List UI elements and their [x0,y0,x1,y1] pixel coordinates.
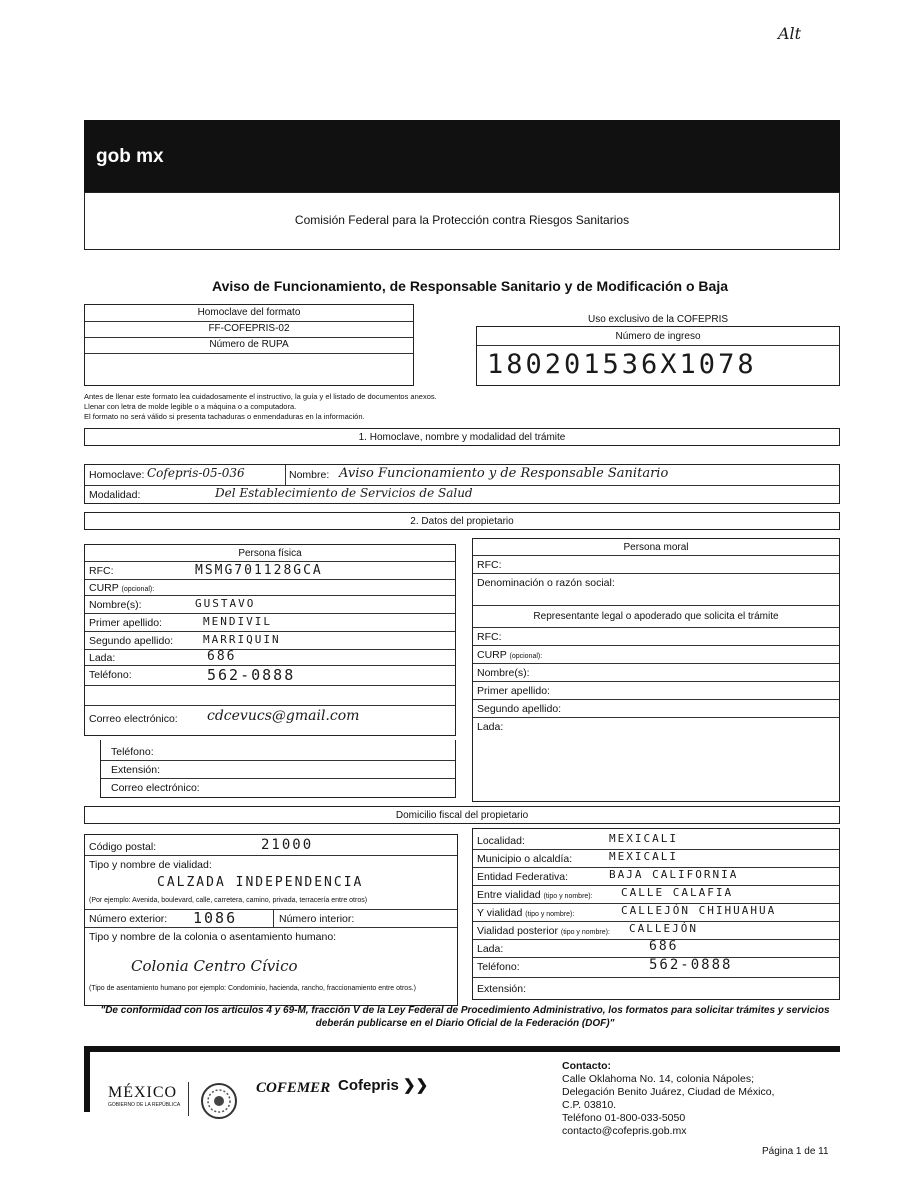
contact-line: Calle Oklahoma No. 14, colonia Nápoles; [562,1073,755,1085]
dom-tel-value: 562-0888 [649,957,733,973]
contact-line: Teléfono 01-800-033-5050 [562,1112,686,1124]
fisica-email2-label: Correo electrónico: [111,782,200,794]
instruction-line: Llenar con letra de molde legible o a máquina o a computadora. [84,402,297,411]
rep-ap2-label: Segundo apellido: [477,703,562,715]
ingreso-box [476,326,840,386]
fisica-ap1-label: Primer apellido: [89,617,162,629]
contact-line: Delegación Benito Juárez, Ciudad de México, [562,1086,775,1098]
contact-title: Contacto: [562,1060,611,1072]
page-number: Página 1 de 11 [762,1146,829,1157]
colonia-label: Tipo y nombre de la colonia o asentamiento humano: [89,931,337,943]
moral-razon-label: Denominación o razón social: [477,577,615,589]
moral-rfc-label: RFC: [477,559,502,571]
nombre-value: Aviso Funcionamiento y de Responsable Sanitario [339,466,669,481]
gobierno-text: GOBIERNO DE LA REPÚBLICA [108,1102,181,1108]
moral-title: Persona moral [623,542,689,553]
cofepris-logo [338,1076,428,1094]
section1-title: 1. Homoclave, nombre y modalidad del trámite [358,432,566,443]
fisica-ext-label: Extensión: [111,764,161,776]
homoclave-value: Cofepris-05-036 [147,466,245,480]
homoclave-format-code: FF-COFEPRIS-02 [208,323,290,334]
chevrons-icon: ❯❯ [403,1077,429,1094]
localidad-value: MEXICALI [609,832,678,845]
fisica-lada-label: Lada: [89,652,116,664]
num-int-label: Número interior: [279,913,355,925]
cofepris-exclusive-label: Uso exclusivo de la COFEPRIS [587,314,729,325]
fisica-title: Persona física [238,548,302,559]
contact-line: C.P. 03810. [562,1099,617,1111]
fisica-nombres-label: Nombre(s): [89,599,142,611]
dom-lada-value: 686 [649,939,679,954]
post-label: Vialidad posterior (tipo y nombre): [477,925,610,937]
domicilio-left [84,834,458,1006]
contact-email[interactable]: contacto@cofepris.gob.mx [562,1125,687,1137]
fisica-contact-extra [100,740,456,798]
section1-header [84,428,840,446]
y-label: Y vialidad (tipo y nombre): [477,907,575,919]
instruction-line: El formato no será válido si presenta tachaduras o enmendaduras en la información. [84,412,365,421]
fisica-rfc-label: RFC: [89,565,114,577]
persona-moral-box [472,538,840,802]
rupa-label: Número de RUPA [209,339,289,350]
fisica-rfc-value: MSMG701128GCA [195,563,323,578]
rep-nombres-label: Nombre(s): [477,667,530,679]
fisica-email-value: cdcevucs@gmail.com [207,708,360,724]
footer-side-bar [84,1052,90,1112]
homoclave-format-box [84,304,414,386]
legal-note: "De conformidad con los artículos 4 y 69-M, fracción V de la Ley Federal de Procedimiento Administrativo, los formatos para solicitar trámites y servicios deberán publicarse en el Diario Oficial de la Federación (DOF)" [100,1005,830,1029]
nombre-label: Nombre: [289,469,330,481]
dom-lada-label: Lada: [477,943,504,955]
agency-box [84,192,840,250]
persona-fisica-box [84,544,456,736]
seal-icon [200,1082,238,1120]
ingreso-value: 180201536X1078 [487,349,757,380]
municipio-value: MEXICALI [609,850,678,863]
instructions [84,392,437,422]
dom-tel-label: Teléfono: [477,961,520,973]
fisica-curp-label: CURP (opcional): [89,582,155,594]
cp-value: 21000 [261,837,314,853]
mexico-logo [108,1084,180,1108]
corner-note: Alt [778,24,802,43]
domicilio-title: Domicilio fiscal del propietario [395,810,529,821]
instruction-line: Antes de llenar este formato lea cuidadosamente el instructivo, la guía y el listado de documentos anexos. [84,392,437,401]
rep-lada-label: Lada: [477,721,504,733]
section1-body [84,464,840,504]
municipio-label: Municipio o alcaldía: [477,853,573,865]
fisica-tel2-label: Teléfono: [111,746,154,758]
rep-ap1-label: Primer apellido: [477,685,550,697]
mexico-text: MÉXICO [108,1084,178,1101]
section2-header [84,512,840,530]
cofepris-text: Cofepris [338,1077,399,1094]
fisica-tel-label: Teléfono: [89,669,132,681]
cp-label: Código postal: [89,841,157,853]
footer-bar [84,1046,840,1052]
section2-title: 2. Datos del propietario [410,516,514,527]
dom-ext-label: Extensión: [477,983,527,995]
num-ext-value: 1086 [193,909,238,927]
colonia-value: Colonia Centro Cívico [131,957,298,975]
post-value: CALLEJÓN [629,922,698,935]
localidad-label: Localidad: [477,835,525,847]
vialidad-example: (Por ejemplo: Avenida, boulevard, calle, carretera, camino, privada, terracería entre otros) [89,897,368,904]
domicilio-right [472,828,840,1000]
fisica-ap1-value: MENDIVIL [203,615,272,628]
entre-label: Entre vialidad (tipo y nombre): [477,889,593,901]
vialidad-value: CALZADA INDEPENDENCIA [157,875,364,890]
rep-title: Representante legal o apoderado que solicita el trámite [533,611,779,622]
modalidad-label: Modalidad: [89,489,141,501]
fisica-ap2-value: MARRIQUIN [203,633,281,646]
fisica-lada-value: 686 [207,649,237,664]
modalidad-value: Del Establecimiento de Servicios de Salud [215,486,473,500]
vialidad-label: Tipo y nombre de vialidad: [89,859,212,871]
fisica-email-label: Correo electrónico: [89,713,178,725]
ingreso-label: Número de ingreso [615,331,701,342]
domicilio-header [84,806,840,824]
entidad-label: Entidad Federativa: [477,871,569,883]
homoclave-label: Homoclave: [89,469,145,481]
homoclave-format-label: Homoclave del formato [197,307,301,318]
fisica-ap2-label: Segundo apellido: [89,635,174,647]
rep-rfc-label: RFC: [477,631,502,643]
y-value: CALLEJÓN CHIHUAHUA [621,904,777,917]
colonia-example: (Tipo de asentamiento humano por ejemplo: Condominio, hacienda, rancho, fraccionamiento entre otros.) [89,985,416,992]
fisica-tel-value: 562-0888 [207,666,296,684]
cofemer-logo: COFEMER [256,1080,331,1096]
form-title: Aviso de Funcionamiento, de Responsable Sanitario y de Modificación o Baja [211,278,729,294]
rep-curp-label: CURP (opcional): [477,649,543,661]
gobmx-logo: gob mx [96,146,164,167]
contact-block [562,1060,774,1138]
agency-name: Comisión Federal para la Protección contra Riesgos Sanitarios [294,213,630,227]
header-bar [84,120,840,192]
entre-value: CALLE CALAFIA [621,886,734,899]
num-ext-label: Número exterior: [89,913,168,925]
entidad-value: BAJA CALIFORNIA [609,868,739,881]
fisica-nombres-value: GUSTAVO [195,597,256,610]
